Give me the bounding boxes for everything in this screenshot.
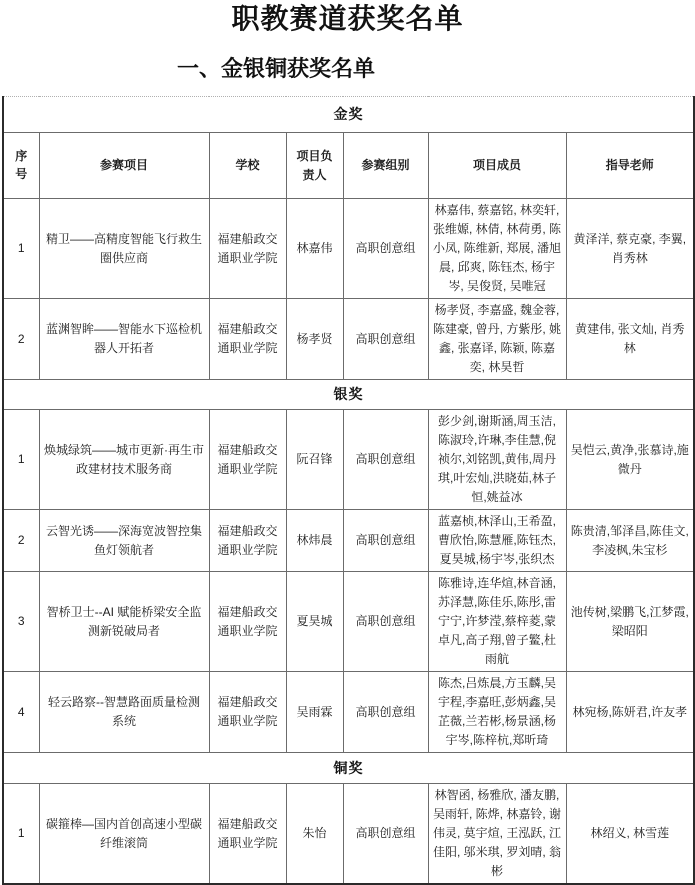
cell-leader: 吴雨霖 [286,672,343,753]
section-band-silver-label: 银奖 [3,380,694,410]
cell-school: 福建船政交通职业学院 [209,510,286,572]
cell-members: 杨孝贤, 李嘉盛, 魏金蓉, 陈建豪, 曾丹, 方紫彤, 姚鑫, 张嘉译, 陈颖, 陈嘉奕, 林昊哲 [428,299,566,380]
section-band-gold [3,97,694,133]
cell-teachers: 林绍义, 林雪莲 [566,784,694,885]
cell-group: 高职创意组 [343,410,428,510]
cell-members: 陈杰,吕炼晨,方玉麟,吴宇程,李嘉旺,彭炳鑫,吴芷薇,兰若彬,杨景涵,杨宇岑,陈梓杭,郑昕琦 [428,672,566,753]
column-header-project: 参赛项目 [39,133,209,199]
cell-members: 陈雅诗,连华煊,林音涵,苏泽慧,陈佳乐,陈彤,雷宁宁,许梦滢,蔡梓菱,蒙卓凡,高子翔,曾子鳘,杜雨航 [428,572,566,672]
column-header-school: 学校 [209,133,286,199]
cell-teachers: 池传树,梁鹏飞,江梦霞,梁昭阳 [566,572,694,672]
cell-leader: 夏昊城 [286,572,343,672]
page-title: 职教赛道获奖名单 [231,3,464,34]
cell-members: 林智函, 杨雅欣, 潘友鹏, 吴雨轩, 陈烨, 林嘉铃, 谢伟灵, 莫宇煊, 王泓跃, 江佳阳, 邬米琪, 罗刘晴, 翁彬 [428,784,566,885]
column-header-members: 项目成员 [428,133,566,199]
gold-row-2 [3,299,694,380]
silver-row-3 [3,572,694,672]
cell-school: 福建船政交通职业学院 [209,199,286,299]
cell-leader: 杨孝贤 [286,299,343,380]
cell-serial: 1 [3,784,39,885]
cell-group: 高职创意组 [343,510,428,572]
column-header-group: 参赛组别 [343,133,428,199]
table-header-row [3,133,694,199]
cell-school: 福建船政交通职业学院 [209,410,286,510]
cell-serial: 2 [3,299,39,380]
cell-school: 福建船政交通职业学院 [209,784,286,885]
cell-school: 福建船政交通职业学院 [209,299,286,380]
cell-members: 林嘉伟, 蔡嘉铭, 林奕轩, 张维嫄, 林倩, 林荷勇, 陈小凤, 陈维新, 郑展, 潘旭晨, 邱爽, 陈钰杰, 杨宇岑, 吴俊贤, 吴唯冠 [428,199,566,299]
cell-leader: 阮召锋 [286,410,343,510]
cell-project: 智桥卫士--AI 赋能桥梁安全监测新锐破局者 [39,572,209,672]
cell-project: 焕城绿筑——城市更新·再生市政建材技术服务商 [39,410,209,510]
cell-school: 福建船政交通职业学院 [209,672,286,753]
cell-group: 高职创意组 [343,784,428,885]
awards-table [2,96,695,885]
cell-group: 高职创意组 [343,672,428,753]
cell-teachers: 黄泽洋, 蔡克豪, 李翼, 肖秀林 [566,199,694,299]
silver-row-4 [3,672,694,753]
cell-group: 高职创意组 [343,199,428,299]
cell-members: 彭少剑,谢斯涵,周玉洁,陈淑玲,许琳,李佳慧,倪祯尔,刘铭凯,黄伟,周丹琪,叶宏灿,洪晓茹,林子恒,姚益冰 [428,410,566,510]
column-header-leader: 项目负责人 [286,133,343,199]
gold-row-1 [3,199,694,299]
cell-leader: 朱怡 [286,784,343,885]
cell-project: 蓝渊智眸——智能水下巡检机器人开拓者 [39,299,209,380]
section-band-silver [3,380,694,410]
cell-leader: 林嘉伟 [286,199,343,299]
cell-teachers: 陈贵清,邹泽昌,陈佳文,李凌枫,朱宝杉 [566,510,694,572]
cell-serial: 1 [3,410,39,510]
cell-project: 云智光诱——深海宽波智控集鱼灯领航者 [39,510,209,572]
silver-row-2 [3,510,694,572]
section-band-bronze [3,753,694,784]
cell-members: 蓝嘉桢,林泽山,王希盈,曹欣怡,陈慧雁,陈钰杰,夏昊城,杨宇岑,张织杰 [428,510,566,572]
cell-teachers: 林宛杨,陈妍君,许友孝 [566,672,694,753]
cell-group: 高职创意组 [343,299,428,380]
section-band-gold-label: 金奖 [3,97,694,133]
cell-project: 碳箍棒—国内首创高速小型碳纤维滚筒 [39,784,209,885]
cell-serial: 4 [3,672,39,753]
cell-serial: 1 [3,199,39,299]
bronze-row-1 [3,784,694,885]
cell-teachers: 黄建伟, 张文灿, 肖秀林 [566,299,694,380]
cell-serial: 2 [3,510,39,572]
cell-project: 精卫——高精度智能飞行救生圈供应商 [39,199,209,299]
cell-serial: 3 [3,572,39,672]
cell-teachers: 吴恺云,黄净,张慕诗,施微丹 [566,410,694,510]
section-title: 一、金银铜获奖名单 [177,56,376,81]
cell-project: 轻云路察--智慧路面质量检测系统 [39,672,209,753]
column-header-teachers: 指导老师 [566,133,694,199]
cell-school: 福建船政交通职业学院 [209,572,286,672]
section-band-bronze-label: 铜奖 [3,753,694,784]
cell-leader: 林炜晨 [286,510,343,572]
silver-row-1 [3,410,694,510]
cell-group: 高职创意组 [343,572,428,672]
column-header-serial: 序号 [3,133,39,199]
